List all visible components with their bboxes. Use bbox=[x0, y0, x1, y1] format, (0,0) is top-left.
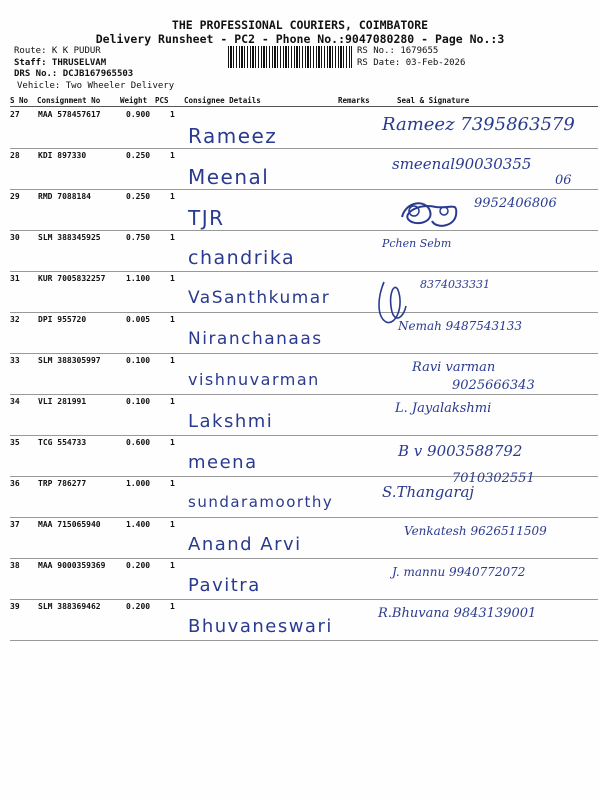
row-signature: 8374033331 bbox=[420, 278, 490, 291]
row-weight: 0.250 bbox=[126, 192, 151, 201]
row-consignee-name: TJR bbox=[188, 206, 225, 230]
row-consignment-no: DPI 955720 bbox=[38, 315, 87, 324]
col-weight: Weight bbox=[120, 96, 148, 105]
row-weight: 0.600 bbox=[126, 438, 151, 447]
rs-number: RS No.: 1679655 bbox=[357, 46, 439, 56]
row-pcs: 1 bbox=[170, 110, 175, 119]
row-sno: 30 bbox=[10, 233, 20, 242]
row-sno: 33 bbox=[10, 356, 20, 365]
row-signature: L. Jayalakshmi bbox=[395, 401, 492, 416]
row-weight: 0.100 bbox=[126, 356, 151, 365]
row-signature-extra: 9025666343 bbox=[452, 378, 535, 393]
row-signature: Rameez 7395863579 bbox=[382, 114, 575, 135]
barcode bbox=[228, 46, 352, 68]
runsheet-subtitle: Delivery Runsheet - PC2 - Phone No.:9047080280 - Page No.:3 bbox=[95, 32, 505, 46]
row-consignment-no: KUR 7005832257 bbox=[38, 274, 106, 283]
rs-date: RS Date: 03-Feb-2026 bbox=[357, 57, 466, 68]
row-signature-extra: 06 bbox=[555, 173, 572, 188]
row-consignment-no: VLI 281991 bbox=[38, 397, 87, 406]
signature-scribble bbox=[374, 276, 410, 328]
row-sno: 39 bbox=[10, 602, 20, 611]
row-signature: B v 9003588792 bbox=[398, 442, 523, 460]
col-pcs: PCS bbox=[155, 96, 169, 105]
row-sno: 29 bbox=[10, 192, 20, 201]
row-pcs: 1 bbox=[170, 561, 175, 570]
runsheet-meta bbox=[14, 46, 174, 92]
row-consignee-name: Lakshmi bbox=[188, 411, 274, 432]
col-seal: Seal & Signature bbox=[397, 96, 470, 105]
row-pcs: 1 bbox=[170, 151, 175, 160]
row-divider bbox=[10, 558, 598, 559]
runsheet-header bbox=[0, 18, 600, 46]
row-consignee-name: Anand Arvi bbox=[188, 534, 302, 555]
row-consignee-name: Bhuvaneswari bbox=[188, 616, 333, 637]
row-consignee-name: Niranchanaas bbox=[188, 329, 323, 349]
row-signature: J. mannu 9940772072 bbox=[392, 565, 526, 579]
row-consignee-name: chandrika bbox=[188, 247, 296, 269]
row-consignment-no: RMD 7088184 bbox=[38, 192, 91, 201]
row-divider bbox=[10, 230, 598, 231]
row-consignment-no: SLM 388345925 bbox=[38, 233, 101, 242]
row-divider bbox=[10, 599, 598, 600]
cut-off-top-text bbox=[150, 0, 440, 6]
row-consignment-no: KDI 897330 bbox=[38, 151, 87, 160]
row-weight: 1.100 bbox=[126, 274, 151, 283]
row-signature: Ravi varman bbox=[412, 360, 496, 375]
row-consignment-no: SLM 388305997 bbox=[38, 356, 101, 365]
row-divider bbox=[10, 640, 598, 641]
row-sno: 38 bbox=[10, 561, 20, 570]
row-pcs: 1 bbox=[170, 356, 175, 365]
row-divider bbox=[10, 189, 598, 190]
row-divider bbox=[10, 435, 598, 436]
row-divider bbox=[10, 394, 598, 395]
row-signature: smeenal90030355 bbox=[392, 155, 532, 173]
row-signature: Nemah 9487543133 bbox=[398, 319, 523, 333]
row-consignment-no: TCG 554733 bbox=[38, 438, 87, 447]
row-signature: R.Bhuvana 9843139001 bbox=[378, 606, 537, 621]
row-consignment-no: MAA 715065940 bbox=[38, 520, 101, 529]
row-sno: 34 bbox=[10, 397, 20, 406]
row-sno: 32 bbox=[10, 315, 20, 324]
row-signature: Venkatesh 9626511509 bbox=[404, 524, 547, 538]
row-pcs: 1 bbox=[170, 520, 175, 529]
row-weight: 0.100 bbox=[126, 397, 151, 406]
route-label: Route: K K PUDUR bbox=[14, 46, 101, 56]
row-consignee-name: VaSanthkumar bbox=[188, 288, 331, 308]
row-divider bbox=[10, 517, 598, 518]
row-pcs: 1 bbox=[170, 192, 175, 201]
header-divider bbox=[10, 106, 598, 107]
row-divider bbox=[10, 312, 598, 313]
row-signature: 9952406806 bbox=[474, 196, 557, 211]
row-consignee-name: Rameez bbox=[188, 124, 278, 148]
row-weight: 0.750 bbox=[126, 233, 151, 242]
row-weight: 1.400 bbox=[126, 520, 151, 529]
staff-label: Staff: THRUSELVAM bbox=[14, 57, 107, 68]
row-pcs: 1 bbox=[170, 438, 175, 447]
row-consignment-no: MAA 578457617 bbox=[38, 110, 101, 119]
vehicle-label: Vehicle: Two Wheeler Delivery bbox=[17, 80, 175, 91]
row-sno: 37 bbox=[10, 520, 20, 529]
row-consignee-name: Pavitra bbox=[188, 575, 261, 596]
row-pcs: 1 bbox=[170, 602, 175, 611]
col-remarks: Remarks bbox=[338, 96, 370, 105]
row-consignment-no: SLM 388369462 bbox=[38, 602, 101, 611]
row-signature: Pchen Sebm bbox=[382, 237, 452, 250]
row-weight: 0.005 bbox=[126, 315, 151, 324]
row-pcs: 1 bbox=[170, 315, 175, 324]
col-consignment: Consignment No bbox=[37, 96, 101, 105]
row-weight: 1.000 bbox=[126, 479, 151, 488]
row-pcs: 1 bbox=[170, 479, 175, 488]
rs-info bbox=[357, 46, 465, 69]
row-sno: 35 bbox=[10, 438, 20, 447]
row-weight: 0.200 bbox=[126, 561, 151, 570]
row-pcs: 1 bbox=[170, 397, 175, 406]
row-sno: 27 bbox=[10, 110, 20, 119]
drs-label: DRS No.: DCJB167965503 bbox=[14, 69, 134, 79]
row-weight: 0.250 bbox=[126, 151, 151, 160]
row-signature-extra: 7010302551 bbox=[452, 471, 535, 486]
row-weight: 0.200 bbox=[126, 602, 151, 611]
row-consignment-no: MAA 9000359369 bbox=[38, 561, 106, 570]
row-pcs: 1 bbox=[170, 233, 175, 242]
col-sno: S No bbox=[10, 96, 29, 105]
stamp-scribble bbox=[396, 197, 466, 233]
row-consignee-name: meena bbox=[188, 452, 258, 473]
row-sno: 36 bbox=[10, 479, 20, 488]
row-consignment-no: TRP 786277 bbox=[38, 479, 87, 488]
row-weight: 0.900 bbox=[126, 110, 151, 119]
row-divider bbox=[10, 271, 598, 272]
row-divider bbox=[10, 148, 598, 149]
row-consignee-name: vishnuvarman bbox=[188, 370, 320, 389]
row-sno: 31 bbox=[10, 274, 20, 283]
row-divider bbox=[10, 353, 598, 354]
row-consignee-name: Meenal bbox=[188, 165, 270, 189]
row-sno: 28 bbox=[10, 151, 20, 160]
col-consignee: Consignee Details bbox=[184, 96, 261, 105]
row-pcs: 1 bbox=[170, 274, 175, 283]
row-signature: S.Thangaraj bbox=[382, 483, 475, 501]
row-consignee-name: sundaramoorthy bbox=[188, 493, 334, 511]
company-name: THE PROFESSIONAL COURIERS, COIMBATORE bbox=[171, 18, 429, 32]
